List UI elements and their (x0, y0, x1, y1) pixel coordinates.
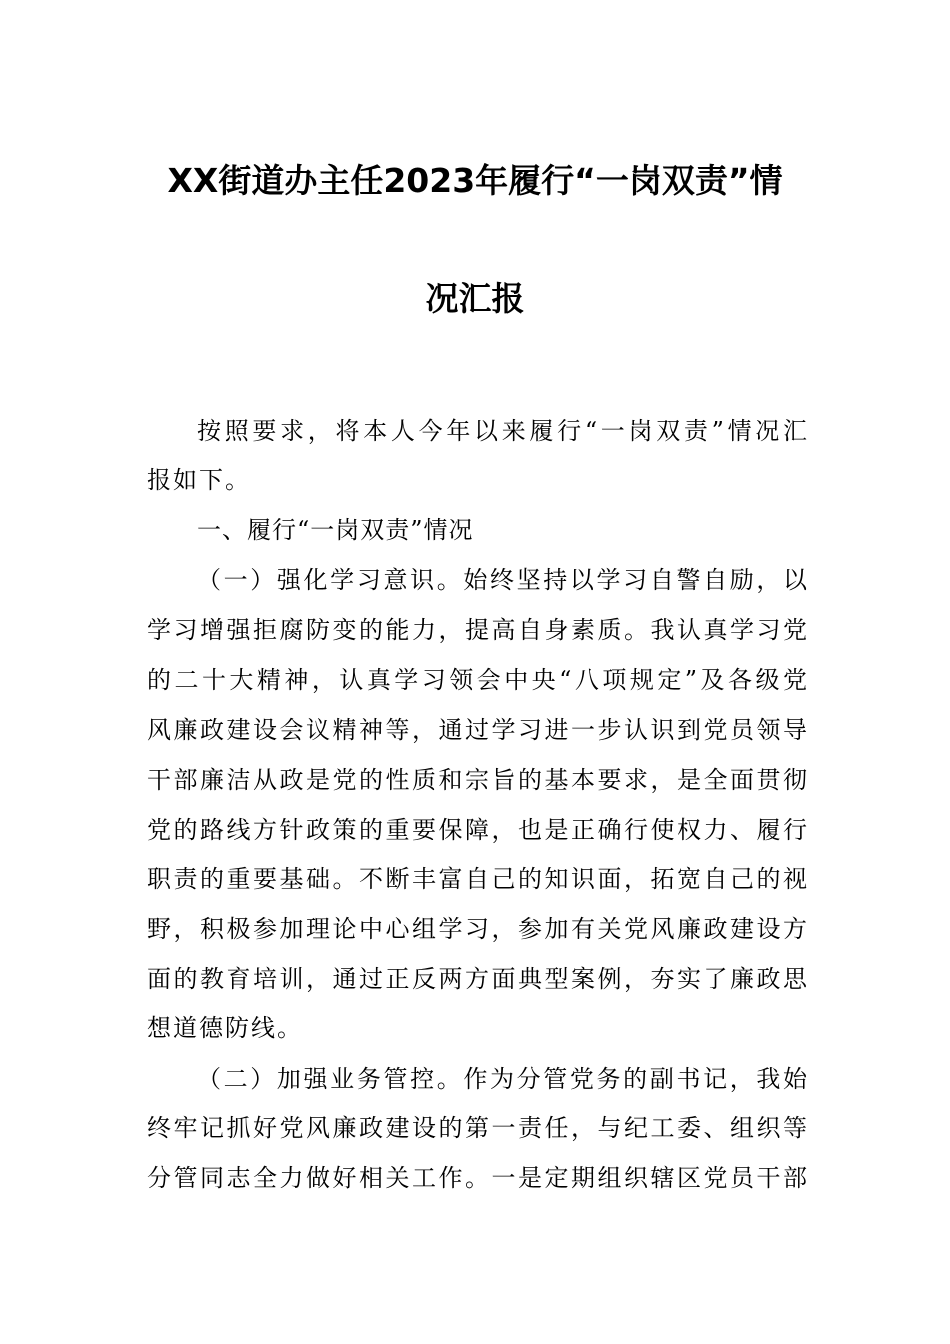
paragraph-1-line-4: 风廉政建设会议精神等，通过学习进一步认识到党员领导 (147, 716, 807, 744)
paragraph-2-line-1: （二）加强业务管控。作为分管党务的副书记，我始 (197, 1065, 807, 1093)
paragraph-1-line-7: 职责的重要基础。不断丰富自己的知识面，拓宽自己的视 (147, 865, 807, 893)
document-title-line-1: XX街道办主任2023年履行“一岗双责”情 (167, 161, 783, 200)
paragraph-1-line-8: 野，积极参加理论中心组学习，参加有关党风廉政建设方 (147, 915, 807, 943)
paragraph-1-line-3: 的二十大精神，认真学习领会中央“八项规定”及各级党 (147, 666, 807, 694)
intro-paragraph-line-2: 报如下。 (147, 466, 251, 494)
intro-paragraph-line-1: 按照要求，将本人今年以来履行“一岗双责”情况汇 (197, 417, 807, 445)
paragraph-1-line-1: （一）强化学习意识。始终坚持以学习自警自励，以 (197, 566, 807, 594)
paragraph-1-line-5: 干部廉洁从政是党的性质和宗旨的基本要求，是全面贯彻 (147, 766, 807, 794)
paragraph-2-line-3: 分管同志全力做好相关工作。一是定期组织辖区党员干部 (147, 1164, 807, 1192)
section-heading: 一、履行“一岗双责”情况 (197, 516, 474, 544)
paragraph-1-line-10: 想道德防线。 (147, 1014, 303, 1042)
paragraph-1-line-6: 党的路线方针政策的重要保障，也是正确行使权力、履行 (147, 816, 807, 844)
document-title-line-2: 况汇报 (425, 279, 525, 318)
paragraph-1-line-9: 面的教育培训，通过正反两方面典型案例，夯实了廉政思 (147, 965, 807, 993)
paragraph-2-line-2: 终牢记抓好党风廉政建设的第一责任，与纪工委、组织等 (147, 1114, 807, 1142)
paragraph-1-line-2: 学习增强拒腐防变的能力，提高自身素质。我认真学习党 (147, 616, 807, 644)
